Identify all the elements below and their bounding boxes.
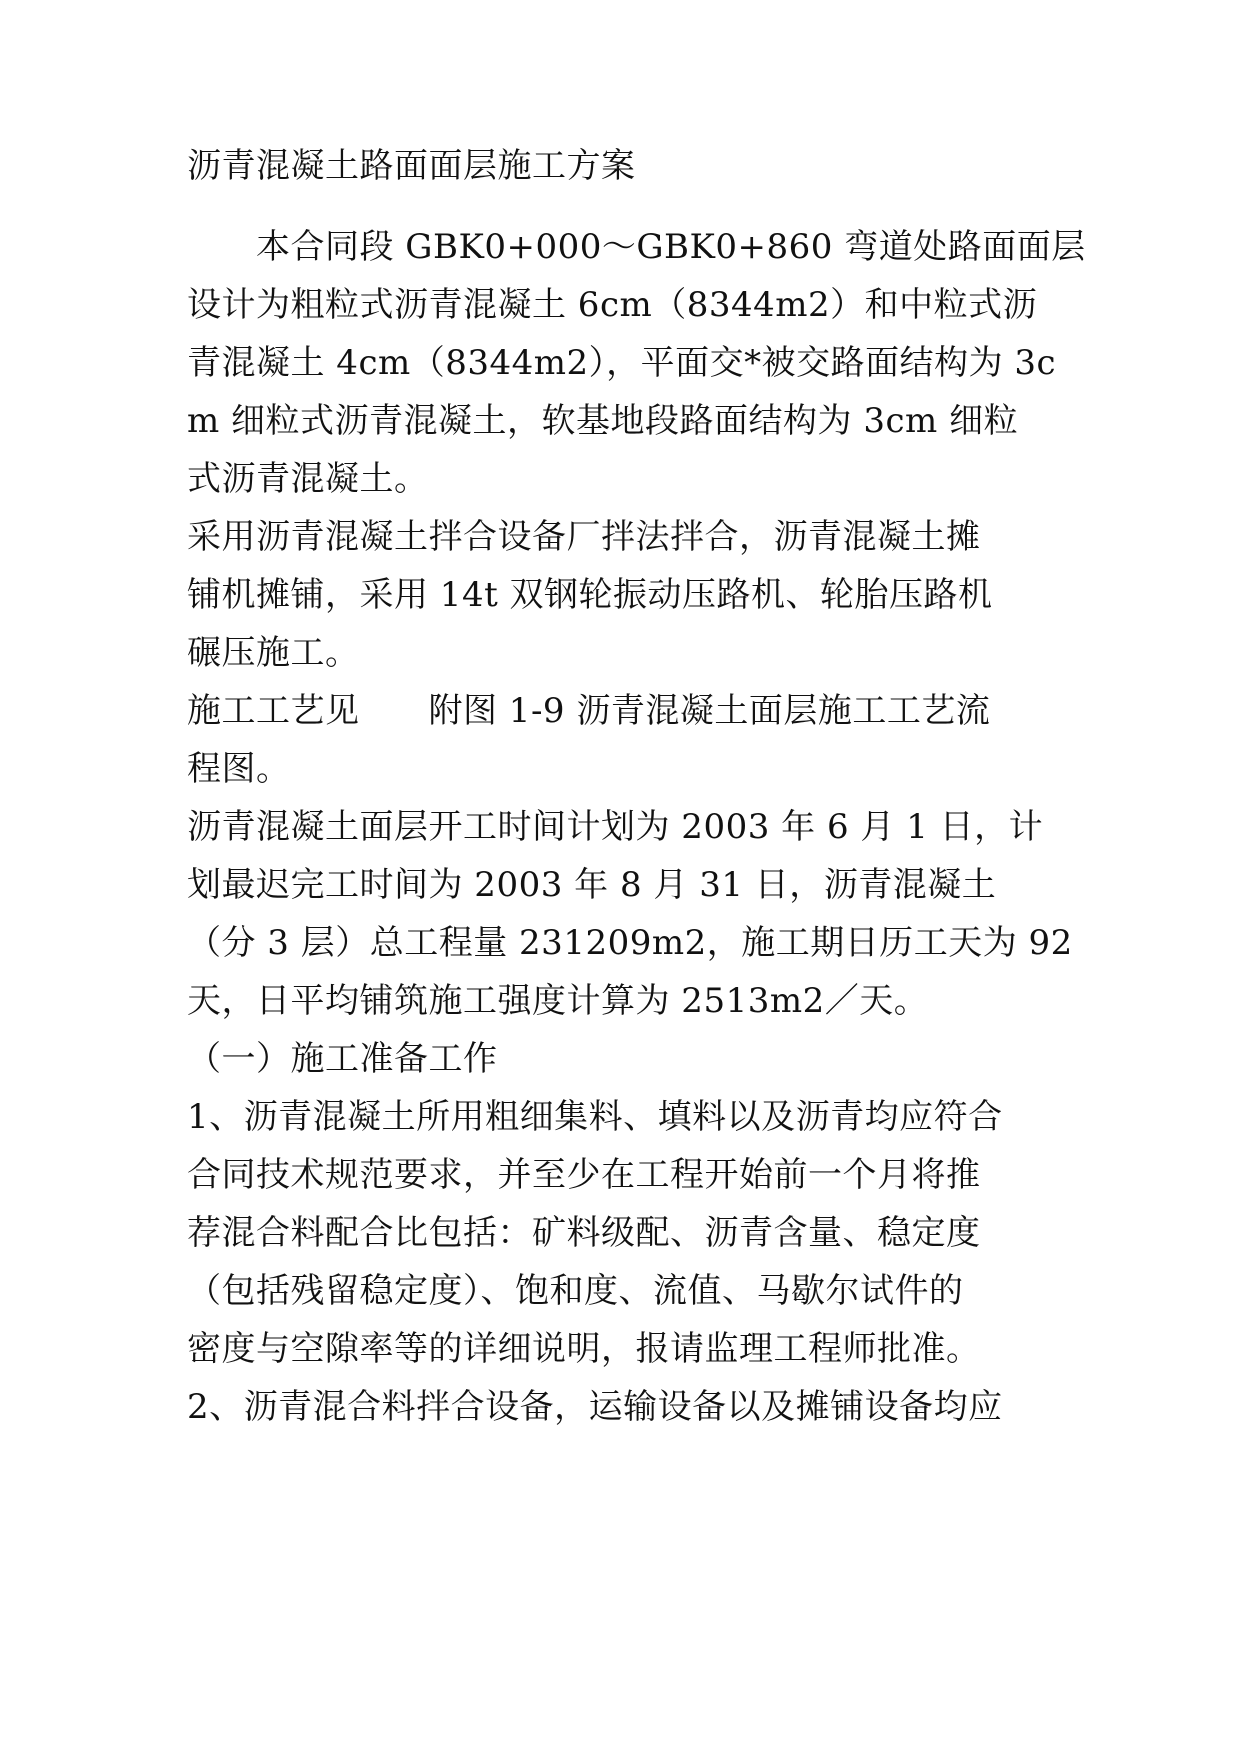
body-line: 天，日平均铺筑施工强度计算为 2513m2／天。	[187, 981, 929, 1021]
body-line: 合同技术规范要求，并至少在工程开始前一个月将推	[187, 1155, 981, 1195]
body-line: （包括残留稳定度）、饱和度、流值、马歇尔试件的	[187, 1271, 964, 1311]
body-line: （分 3 层）总工程量 231209m2，施工期日历工天为 92	[187, 923, 1073, 963]
body-line: 施工工艺见 附图 1-9 沥青混凝土面层施工工艺流	[187, 691, 991, 731]
section-heading: （一）施工准备工作	[187, 1039, 498, 1079]
body-line: 碾压施工。	[187, 633, 360, 673]
body-line: 沥青混凝土面层开工时间计划为 2003 年 6 月 1 日，计	[187, 807, 1044, 847]
body-line: 程图。	[187, 749, 291, 789]
body-line: 采用沥青混凝土拌合设备厂拌法拌合，沥青混凝土摊	[187, 517, 981, 557]
body-line: 1、沥青混凝土所用粗细集料、填料以及沥青均应符合	[187, 1097, 1003, 1137]
body-line: 设计为粗粒式沥青混凝土 6cm（8344m2）和中粒式沥	[187, 285, 1038, 325]
body-line: m 细粒式沥青混凝土，软基地段路面结构为 3cm 细粒	[187, 401, 1019, 441]
body-line: 荐混合料配合比包括：矿料级配、沥青含量、稳定度	[187, 1213, 981, 1253]
body-line: 2、沥青混合料拌合设备，运输设备以及摊铺设备均应	[187, 1387, 1003, 1427]
document-title: 沥青混凝土路面面层施工方案	[187, 146, 636, 186]
body-line: 式沥青混凝土。	[187, 459, 429, 499]
body-line: 密度与空隙率等的详细说明，报请监理工程师批准。	[187, 1329, 981, 1369]
body-line: 划最迟完工时间为 2003 年 8 月 31 日，沥青混凝土	[187, 865, 997, 905]
body-line: 铺机摊铺，采用 14t 双钢轮振动压路机、轮胎压路机	[187, 575, 993, 615]
body-line: 本合同段 GBK0+000～GBK0+860 弯道处路面面层	[187, 227, 1086, 267]
body-line: 青混凝土 4cm（8344m2），平面交*被交路面结构为 3c	[187, 343, 1057, 383]
